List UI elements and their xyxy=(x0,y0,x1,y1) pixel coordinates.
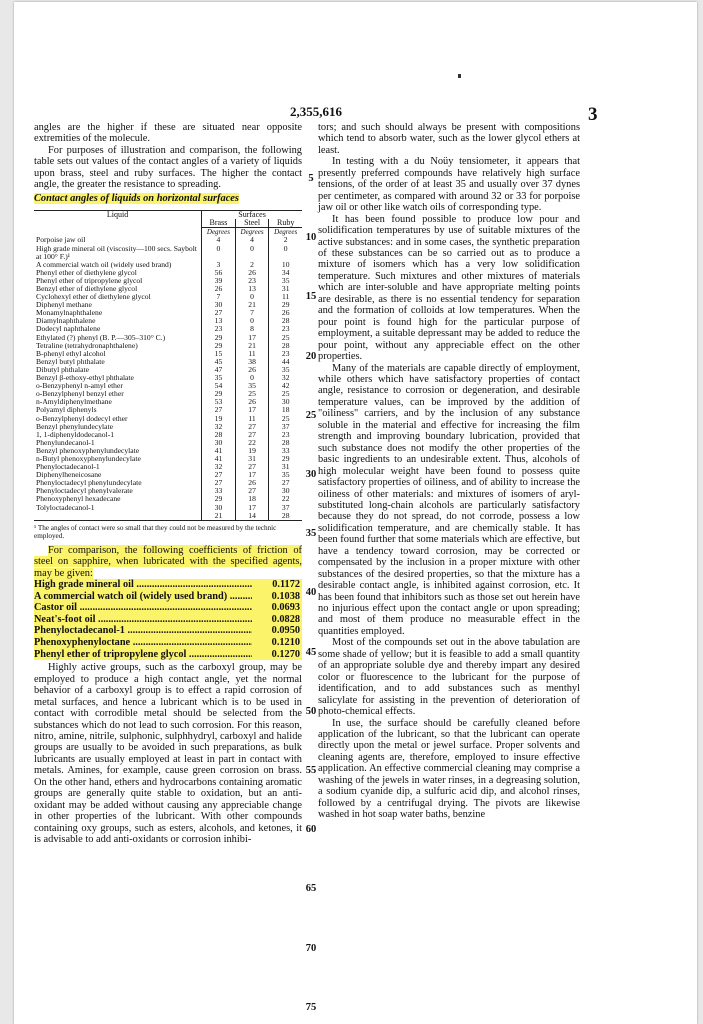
table-cell: 22 xyxy=(235,439,269,447)
right-paragraph-4: Many of the materials are capable directly of employment, while others which have satisfactory properties of contact angle, resistance to corrosion or degeneration, and desirable temperature values, can be improved by the addition of "oiliness" carriers, and by the inclusion of any substance soluble in the material and effective for increasing the film strength and improving boundary lubrication, provided that such substance does not modify the other properties of the basic ingredients to an undesirable extent. Thus, alcohols of high molecular weight have been found to possess quite satisfactory properties of oiliness, and of ability to increase the oiliness of other materials: and mixtures of isomers of aryl-substituted long-chain alcohols are particularly satisfactory because they do not spread, do not corrode, possess a low solidification temperature, and are chemically stable. It has been found further that some materials which are effective, but have a tendency toward corrosion, may be corrected or compensated by the inclusion in a proper mixture with other substances of the desired properties, so that the mixture has a desirable contact angle, is inhibited against corrosion, etc. It has been found that inhibitors such as those set out herein have no injurious effect upon the contact angle or upon spreading; and most of them produce no measurable effect in the quantities employed. xyxy=(318,362,580,637)
table-cell-name: Phenyloctadecanol-1 xyxy=(36,462,100,472)
table-cell: 25 xyxy=(269,334,302,342)
table-cell: 28 xyxy=(269,439,302,447)
table-cell: 39 xyxy=(202,277,236,285)
table-cell: 10 xyxy=(269,261,302,269)
line-number: 45 xyxy=(305,646,317,658)
line-number: 35 xyxy=(305,528,317,540)
table-cell: 15 xyxy=(202,350,236,358)
table-cell-name: Phenoxyphenyl hexadecane xyxy=(36,494,121,504)
table-cell: 38 xyxy=(235,358,269,366)
table-cell: 56 xyxy=(202,269,236,277)
table-cell: 3 xyxy=(202,261,236,269)
table-cell: 28 xyxy=(269,512,302,521)
col-liquid: Liquid xyxy=(34,211,202,228)
table-cell: 27 xyxy=(202,479,236,487)
friction-intro: For comparison, the following coefficients of friction of steel on sapphire, when lubricated with the specified agents, may be given: xyxy=(34,544,302,579)
table-cell: 31 xyxy=(235,455,269,463)
table-cell-name: Ethylated (?) phenyl (B. P.—305–310° C.) xyxy=(36,332,166,342)
table-cell: 0 xyxy=(269,245,302,261)
table-cell: 27 xyxy=(235,487,269,495)
friction-list xyxy=(34,579,302,660)
col-brass: Brass xyxy=(202,219,236,228)
table-cell-name: Benzyl β-ethoxy-ethyl phthalate xyxy=(36,373,134,383)
table-cell: 31 xyxy=(269,463,302,471)
table-cell: 27 xyxy=(202,406,236,414)
table-cell: 26 xyxy=(235,398,269,406)
friction-agent: High grade mineral oil ..... xyxy=(34,579,252,591)
table-cell-name: n-Amyldiphenylmethane xyxy=(36,397,112,407)
page-number: 3 xyxy=(588,104,598,125)
friction-row xyxy=(34,649,302,661)
line-number: 25 xyxy=(305,409,317,421)
table-cell-name: Phenyl ether of tripropylene glycol xyxy=(36,275,143,285)
table-cell-name: Benzyl phenylundecylate xyxy=(36,421,113,431)
table-cell: 32 xyxy=(202,423,236,431)
right-paragraph-6: In use, the surface should be carefully cleaned before application of the lubricant, so that the lubricant can operate directly upon the metal or jewel surface. Proper solvents and cleaning agents are, therefore, employed to insure effective application. An effective commercial cleaning may comprise a washing of the jewels in water rinses, in a degreasing solution, a sodium cyanide dip, a sulfuric acid dip, and alcohol rinses, followed by a centrifugal drying. The pivots are likewise washed in hot soap water baths, benzine xyxy=(318,717,580,821)
table-cell-name: Benzyl ether of diethylene glycol xyxy=(36,284,138,294)
line-number: 40 xyxy=(305,587,317,599)
table-cell: 25 xyxy=(269,415,302,423)
table-cell: 0 xyxy=(235,374,269,382)
table-cell: 4 xyxy=(202,236,236,244)
table-row xyxy=(34,245,302,261)
left-paragraph-3: Highly active groups, such as the carboxyl group, may be employed to produce a high contact angle, yet the normal behavior of a carboxyl group is to effect a rapid corrosion of metal surfaces, and hence a lubricant which is to be used in contact with corrodible metal should be selected from the substances which do not lead to such corrosion. For this reason, nitro, amine, nitrile, sulphonic, sulphhydryl, carboxyl and halide groups are usually to be avoided in such preparations, as bulk lubricants are usually employed at least in part in contact with metals. Amines, for example, cause green corrosion on brass. On the other hand, ethers and hydrocarbons containing aromatic groups are generally quite stable to oxidation, but an anti-oxidant may be added without causing any appreciable change in other properties of the lubricant. With other compounds containing oxy groups, such as esters, alcohols, and ketones, it is advisable to add anti-oxidants or corrosion inhibi- xyxy=(34,662,302,846)
table-cell-name: Phenylundecanol-1 xyxy=(36,437,95,447)
table-cell: 0 xyxy=(235,245,269,261)
table-cell: 33 xyxy=(202,487,236,495)
table-cell-name: Tolyloctadecanol-1 xyxy=(36,502,95,512)
table-cell: 30 xyxy=(269,398,302,406)
friction-agent: Castor oil ..... xyxy=(34,602,252,614)
table-cell: 30 xyxy=(202,439,236,447)
friction-row xyxy=(34,579,302,591)
friction-row xyxy=(34,591,302,603)
table-cell-name: Dodecyl naphthalene xyxy=(36,324,101,334)
friction-value: 0.1038 xyxy=(271,590,300,602)
table-cell-name: Phenyl ether of diethylene glycol xyxy=(36,267,137,277)
table-cell: 41 xyxy=(202,447,236,455)
table-cell: 2 xyxy=(269,236,302,244)
right-paragraph-3: It has been found possible to produce low pour and solidification temperatures by use of suitable mixtures of the active substances: and in some cases, the synthetic preparation of these substances can be so carried out as to produce a mixture of isomers which has a very low solidification temperature. Such mixtures and other mixtures of materials which are inter-soluble and have appropriate melting points are desirable, as there is no essential tendency for separation and the formation of colloids at low temperatures. When the pour point is found high for the particular purpose of employment, a suitable depressant may be added to reduce the pour point, without any appreciable effect on the other properties. xyxy=(318,213,580,363)
table-cell: 0 xyxy=(202,245,236,261)
table-cell: 17 xyxy=(235,406,269,414)
table-cell: 29 xyxy=(202,390,236,398)
left-paragraph-2: For purposes of illustration and comparison, the following table sets out values of the contact angles of a variety of liquids upon brass, steel and ruby surfaces. The higher the contact angle, the greater the resistance to spreading. xyxy=(34,144,302,191)
table-cell: 23 xyxy=(269,350,302,358)
table-cell-name: n-Butyl phenoxyphenylundecylate xyxy=(36,453,141,463)
table-body xyxy=(34,236,302,511)
col-surfaces: Surfaces xyxy=(202,211,302,220)
table-cell: 31 xyxy=(269,285,302,293)
table-cell: 32 xyxy=(269,374,302,382)
table-cell-name: Benzyl butyl phthalate xyxy=(36,356,105,366)
friction-value: 0.1172 xyxy=(272,579,300,591)
left-paragraph-1: angles are the higher if these are situated near opposite extremities of the molecule. xyxy=(34,122,302,145)
table-cell: 0 xyxy=(235,293,269,301)
table-cell: 35 xyxy=(202,374,236,382)
friction-agent: Neat's-foot oil ..... xyxy=(34,614,252,626)
table-cell: 19 xyxy=(202,415,236,423)
friction-value: 0.1210 xyxy=(271,637,300,649)
table-cell-name: Diamylnaphthalene xyxy=(36,316,96,326)
table-cell: 23 xyxy=(269,325,302,333)
line-number: 55 xyxy=(305,765,317,776)
table-cell-name: High grade mineral oil (viscosity—100 secs. Saybolt at 100° F.)¹ xyxy=(36,243,197,261)
table-cell: 17 xyxy=(235,504,269,512)
table-cell: 29 xyxy=(269,455,302,463)
table-cell: 27 xyxy=(202,471,236,479)
table-cell-name: Diphenyl methane xyxy=(36,300,92,310)
table-cell: 17 xyxy=(235,471,269,479)
table-cell: 23 xyxy=(202,325,236,333)
line-number: 65 xyxy=(305,883,317,895)
table-cell: 30 xyxy=(202,301,236,309)
line-number: 5 xyxy=(308,173,314,184)
table-cell-name: Tetraline (tetrahydronaphthalene) xyxy=(36,340,138,350)
table-cell: 28 xyxy=(202,431,236,439)
friction-value: 0.0828 xyxy=(271,613,300,625)
table-cell: 8 xyxy=(235,325,269,333)
unit-cell: Degrees xyxy=(269,228,302,237)
table-cell: 4 xyxy=(235,236,269,244)
friction-value: 0.0693 xyxy=(271,602,300,614)
table-cell-name: Diphenylheneicosane xyxy=(36,470,102,480)
table-cell: 13 xyxy=(235,285,269,293)
table-cell: 29 xyxy=(202,342,236,350)
table-cell: 44 xyxy=(269,358,302,366)
table-cell: 35 xyxy=(269,277,302,285)
table-cell-name: B-phenyl ethyl alcohol xyxy=(36,348,106,358)
table-cell-name: o-Benzylphenyl dodecyl ether xyxy=(36,413,128,423)
friction-agent: A commercial watch oil (widely used brand) ..... xyxy=(34,591,252,603)
table-cell: 25 xyxy=(235,390,269,398)
table-row xyxy=(34,504,302,512)
table-cell: 29 xyxy=(202,334,236,342)
table-cell: 26 xyxy=(235,366,269,374)
table-cell: 25 xyxy=(269,390,302,398)
friction-agent: Phenyl ether of tripropylene glycol ..... xyxy=(34,649,252,661)
table-cell: 29 xyxy=(269,301,302,309)
friction-row xyxy=(34,614,302,626)
table-cell-name: Dibutyl phthalate xyxy=(36,364,89,374)
table-cell: 14 xyxy=(235,512,269,521)
line-number: 30 xyxy=(305,469,317,480)
table-caption: Contact angles of liquids on horizontal surfaces xyxy=(34,192,239,204)
line-number: 75 xyxy=(305,1001,317,1013)
table-cell: 27 xyxy=(235,431,269,439)
table-cell: 23 xyxy=(235,277,269,285)
col-ruby: Ruby xyxy=(269,219,302,228)
table-cell: 33 xyxy=(269,447,302,455)
table-cell: 41 xyxy=(202,455,236,463)
table-cell: 28 xyxy=(269,317,302,325)
right-paragraph-2: In testing with a du Noüy tensiometer, it appears that presently preferred compounds have relatively high surface tensions, of the order of at least 35 and usually over 37 dynes per centimeter, as compared with around 32 or 33 for porpoise jaw oil or other like watch oils of corresponding type. xyxy=(318,156,580,214)
table-cell-name: Phenyloctadecyl phenylundecylate xyxy=(36,478,142,488)
friction-value: 0.1270 xyxy=(271,648,300,660)
table-cell: 28 xyxy=(269,342,302,350)
table-cell: 11 xyxy=(235,350,269,358)
table-cell-name: Polyamyl diphenyls xyxy=(36,405,97,415)
table-cell: 11 xyxy=(235,415,269,423)
table-cell: 26 xyxy=(235,479,269,487)
table-cell-name: o-Benzyphenyl n-amyl ether xyxy=(36,381,123,391)
patent-page xyxy=(14,2,697,1024)
table-cell: 18 xyxy=(269,406,302,414)
friction-row xyxy=(34,625,302,637)
table-cell-name: Benzyl phenoxyphenylundecylate xyxy=(36,445,140,455)
table-cell: 13 xyxy=(202,317,236,325)
table-cell-name xyxy=(34,512,202,521)
line-number: 50 xyxy=(305,705,317,717)
table-cell: 21 xyxy=(235,342,269,350)
table-cell: 27 xyxy=(235,463,269,471)
line-number: 20 xyxy=(305,350,317,362)
table-cell: 7 xyxy=(202,293,236,301)
table-cell-name: Cyclohexyl ether of diethylene glycol xyxy=(36,292,151,302)
table-cell: 45 xyxy=(202,358,236,366)
table-cell: 23 xyxy=(269,431,302,439)
table-cell: 2 xyxy=(235,261,269,269)
right-column xyxy=(318,122,580,821)
table-cell: 54 xyxy=(202,382,236,390)
table-cell: 34 xyxy=(269,269,302,277)
table-cell: 27 xyxy=(235,423,269,431)
unit-cell: Degrees xyxy=(235,228,269,237)
left-column xyxy=(34,122,302,846)
table-cell: 17 xyxy=(235,334,269,342)
table-cell: 35 xyxy=(269,366,302,374)
friction-row xyxy=(34,602,302,614)
table-cell: 29 xyxy=(202,495,236,503)
unit-cell: Degrees xyxy=(202,228,236,237)
table-footnote: ¹ The angles of contact were so small that they could not be measured by the technic employed. xyxy=(34,523,277,540)
col-steel: Steel xyxy=(235,219,269,228)
table-cell: 11 xyxy=(269,293,302,301)
table-cell: 7 xyxy=(235,309,269,317)
table-cell-name: Phenyloctadecyl phenylvalerate xyxy=(36,486,133,496)
table-cell-name: Porpoise jaw oil xyxy=(36,235,86,245)
friction-agent: Phenyloctadecanol-1 ..... xyxy=(34,625,252,637)
table-cell: 0 xyxy=(235,317,269,325)
table-cell: 22 xyxy=(269,495,302,503)
table-cell: 27 xyxy=(269,479,302,487)
table-cell: 26 xyxy=(269,309,302,317)
table-cell-name: 1, 1-diphenyldodecanol-1 xyxy=(36,429,115,439)
table-cell: 47 xyxy=(202,366,236,374)
table-cell: 30 xyxy=(269,487,302,495)
right-paragraph-1: tors; and such should always be present with compositions which tend to absorb water, such as the lower glycol ethers at least. xyxy=(318,122,580,156)
speck xyxy=(458,74,461,78)
friction-value: 0.0950 xyxy=(271,625,300,637)
right-paragraph-5: Most of the compounds set out in the above tabulation are some shade of yellow; but it is feasible to add a small quantity of an appropriate soluble dye and thereby impart any desired color or fluorescence to the lubricant for the purpose of identification, and to add substances such as menthyl salicylate for assisting in the prevention of deterioration of photo-chemical effects. xyxy=(318,637,580,718)
table-cell: 26 xyxy=(202,285,236,293)
table-cell: 32 xyxy=(202,463,236,471)
contact-angle-table xyxy=(34,210,302,521)
table-cell: 35 xyxy=(269,471,302,479)
table-cell-name: o-Benzylphenyl benzyl ether xyxy=(36,389,124,399)
friction-agent: Phenoxyphenyloctane ..... xyxy=(34,637,252,649)
table-cell-name: Monamylnaphthalene xyxy=(36,308,103,318)
table-cell: 26 xyxy=(235,269,269,277)
table-cell: 21 xyxy=(202,512,236,521)
table-cell: 53 xyxy=(202,398,236,406)
table-cell: 27 xyxy=(202,309,236,317)
patent-number: 2,355,616 xyxy=(290,104,342,119)
line-number: 60 xyxy=(305,824,317,836)
table-cell: 19 xyxy=(235,447,269,455)
line-number: 10 xyxy=(305,232,317,244)
table-cell: 37 xyxy=(269,504,302,512)
line-number: 15 xyxy=(305,291,317,303)
table-cell: 21 xyxy=(235,301,269,309)
line-number: 70 xyxy=(305,942,317,954)
table-cell: 18 xyxy=(235,495,269,503)
table-cell: 37 xyxy=(269,423,302,431)
table-cell: 42 xyxy=(269,382,302,390)
friction-row xyxy=(34,637,302,649)
table-cell: 30 xyxy=(202,504,236,512)
table-cell-name: A commercial watch oil (widely used brand) xyxy=(36,259,172,269)
table-cell: 35 xyxy=(235,382,269,390)
